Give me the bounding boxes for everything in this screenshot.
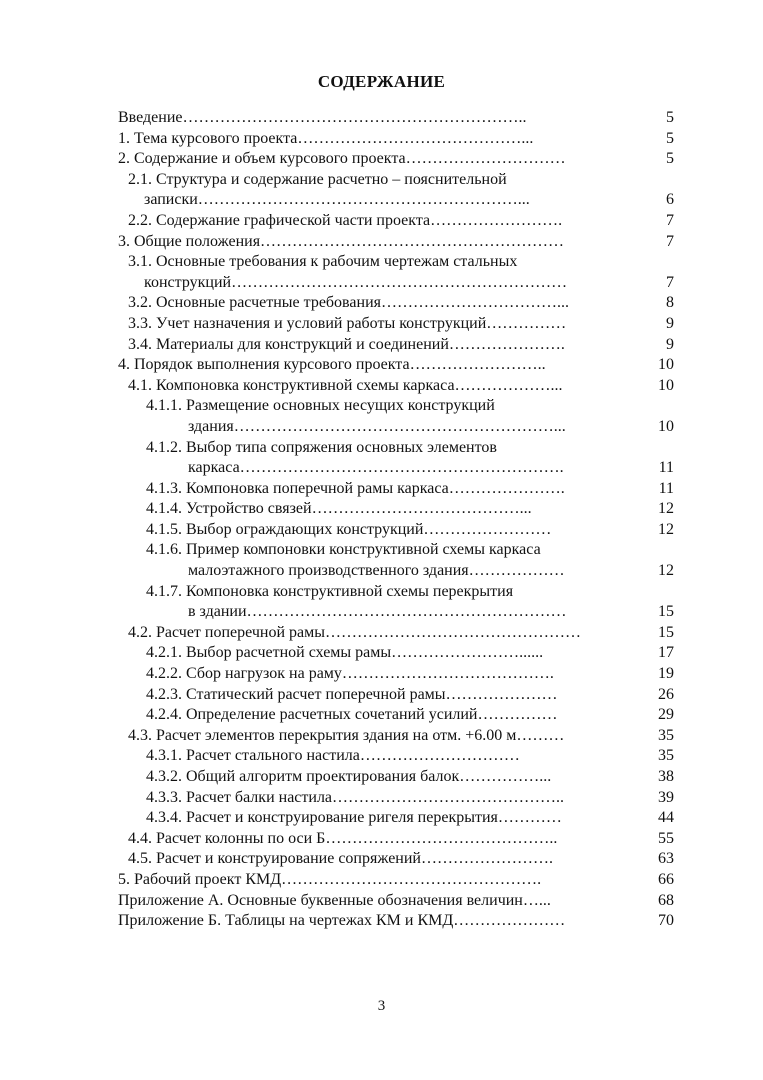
toc-entry[interactable] (118, 170, 678, 191)
toc-entry[interactable] (118, 376, 678, 397)
toc-entry-page: 26 (658, 685, 674, 703)
toc-entry-page: 10 (658, 376, 674, 394)
toc-entry-page: 70 (658, 912, 674, 930)
toc-entry-title: 4.1.2. Выбор типа сопряжения основных элементов (146, 438, 497, 456)
toc-entry-title: 3.3. Учет назначения и условий работы конструкций…………… (128, 314, 567, 332)
toc-entry[interactable] (118, 726, 678, 747)
toc-entry[interactable] (118, 479, 678, 500)
toc-entry-title: 4.1.6. Пример компоновки конструктивной схемы каркаса (146, 541, 541, 559)
toc-entry-page: 10 (658, 417, 674, 435)
toc-entry-page: 7 (666, 211, 674, 229)
toc-entry-page: 15 (658, 603, 674, 621)
toc-entry[interactable] (118, 108, 678, 129)
toc-entry-title: 2.2. Содержание графической части проекта……………………. (128, 211, 563, 229)
toc-entry[interactable] (118, 396, 678, 417)
toc-entry-title: 4.2.4. Определение расчетных сочетаний усилий…………… (146, 706, 558, 724)
toc-entry[interactable] (118, 190, 678, 211)
toc-entry-title: 4.3.3. Расчет балки настила…………………………………….. (146, 788, 565, 806)
page-title: СОДЕРЖАНИЕ (317, 72, 446, 91)
toc-entry-page: 17 (658, 644, 674, 662)
toc-entry-title: 4.5. Расчет и конструирование сопряжений……………………. (128, 850, 553, 868)
toc-entry[interactable] (118, 540, 678, 561)
toc-entry-title: 4.2.1. Выбор расчетной схемы рамы……………………...... (146, 644, 544, 662)
toc-entry[interactable] (118, 232, 678, 253)
toc-entry[interactable] (118, 458, 678, 479)
toc-entry-page: 11 (658, 479, 674, 497)
toc-entry-page: 29 (658, 706, 674, 724)
toc-entry-title: 2. Содержание и объем курсового проекта………………………… (118, 150, 566, 168)
toc-entry[interactable] (118, 602, 678, 623)
toc-entry-title: 4.3.1. Расчет стального настила………………………… (146, 747, 520, 765)
toc-entry-page: 15 (658, 623, 674, 641)
toc-entry[interactable] (118, 335, 678, 356)
toc-entry-page: 44 (658, 809, 674, 827)
toc-entry-title: 4.1.1. Размещение основных несущих конструкций (146, 397, 495, 415)
toc-entry[interactable] (118, 891, 678, 912)
toc-entry-page: 68 (658, 891, 674, 909)
toc-entry-title: записки……………………………………………………... (144, 191, 530, 209)
toc-entry-title: 4. Порядок выполнения курсового проекта…………………….. (118, 356, 546, 374)
toc-entry-page: 7 (666, 273, 674, 291)
toc-entry[interactable] (118, 273, 678, 294)
toc-entry-title: 5. Рабочий проект КМД…………………………………………. (118, 870, 542, 888)
toc-entry[interactable] (118, 561, 678, 582)
toc-entry[interactable] (118, 705, 678, 726)
toc-entry-page: 55 (658, 829, 674, 847)
toc-entry-page: 35 (658, 726, 674, 744)
toc-entry-page: 7 (666, 232, 674, 250)
toc-entry-page: 8 (666, 294, 674, 312)
toc-entry[interactable] (118, 767, 678, 788)
toc-entry-page: 12 (658, 520, 674, 538)
toc-entry-title: 3.1. Основные требования к рабочим чертежам стальных (128, 253, 518, 271)
toc-entry-title: 4.1.3. Компоновка поперечной рамы каркаса…………………. (146, 479, 565, 497)
toc-entry[interactable] (118, 417, 678, 438)
toc-entry-title: конструкций……………………………………………………… (144, 273, 568, 291)
toc-entry-page: 11 (658, 459, 674, 477)
toc-entry-title: 4.3.2. Общий алгоритм проектирования балок……………... (146, 768, 552, 785)
toc-entry[interactable] (118, 623, 678, 644)
toc-entry-title: Введение……………………………………………………….. (118, 109, 527, 126)
toc-entry-page: 39 (658, 788, 674, 806)
toc-entry[interactable] (118, 149, 678, 170)
toc-entry[interactable] (118, 808, 678, 829)
toc-entry-page: 6 (666, 191, 674, 209)
toc-entry[interactable] (118, 911, 678, 932)
table-of-contents (118, 108, 678, 932)
toc-entry-title: 4.1. Компоновка конструктивной схемы каркаса………………... (128, 376, 563, 394)
toc-entry-page: 19 (658, 665, 674, 683)
toc-entry-title: 4.3.4. Расчет и конструирование ригеля перекрытия………… (146, 809, 562, 827)
toc-entry[interactable] (118, 788, 678, 809)
toc-entry-title: 1. Тема курсового проекта……………………………………... (118, 129, 534, 147)
toc-entry[interactable] (118, 849, 678, 870)
toc-entry-title: 4.2.3. Статический расчет поперечной рамы………………… (146, 685, 558, 703)
toc-entry[interactable] (118, 664, 678, 685)
toc-entry[interactable] (118, 293, 678, 314)
toc-entry[interactable] (118, 129, 678, 150)
toc-entry-page: 10 (658, 356, 674, 374)
toc-entry[interactable] (118, 499, 678, 520)
toc-entry-title: каркаса……………………………………………………. (188, 459, 564, 477)
page-number: 3 (377, 998, 386, 1014)
toc-entry-page: 5 (666, 129, 674, 147)
toc-entry[interactable] (118, 520, 678, 541)
toc-entry[interactable] (118, 746, 678, 767)
toc-entry[interactable] (118, 438, 678, 459)
toc-entry-page: 5 (666, 150, 674, 168)
toc-entry[interactable] (118, 582, 678, 603)
toc-entry-title: 4.4. Расчет колонны по оси Б…………………………………….. (128, 829, 558, 847)
toc-entry-title: 4.1.7. Компоновка конструктивной схемы перекрытия (146, 582, 514, 600)
toc-entry-title: 4.2. Расчет поперечной рамы………………………………………… (128, 623, 581, 641)
toc-entry[interactable] (118, 829, 678, 850)
toc-entry-title: 3. Общие положения………………………………………………… (118, 232, 565, 250)
toc-entry-title: 4.1.4. Устройство связей…………………………………... (146, 500, 532, 518)
toc-entry-title: Приложение Б. Таблицы на чертежах КМ и КМД………………… (118, 912, 566, 930)
toc-entry[interactable] (118, 314, 678, 335)
toc-entry-title: в здании…………………………………………………… (188, 603, 567, 621)
toc-entry[interactable] (118, 870, 678, 891)
toc-entry[interactable] (118, 355, 678, 376)
toc-entry-title: 3.4. Материалы для конструкций и соединений…………………. (128, 335, 565, 353)
toc-entry[interactable] (118, 685, 678, 706)
toc-entry-page: 63 (658, 850, 674, 868)
toc-entry-title: Приложение А. Основные буквенные обозначения величин…... (118, 891, 551, 909)
toc-entry-title: 4.3. Расчет элементов перекрытия здания на отм. +6.00 м……… (128, 726, 565, 744)
toc-entry-page: 66 (658, 870, 674, 888)
toc-entry-page: 9 (666, 335, 674, 353)
toc-entry-page: 35 (658, 747, 674, 765)
toc-entry-page: 12 (658, 500, 674, 518)
toc-entry-title: малоэтажного производственного здания……………… (188, 562, 565, 580)
toc-entry-page: 5 (666, 109, 674, 126)
toc-entry-title: 4.2.2. Сбор нагрузок на раму…………………………………. (146, 665, 554, 683)
toc-entry-page: 12 (658, 562, 674, 580)
toc-entry-page: 9 (666, 314, 674, 332)
toc-entry[interactable] (118, 643, 678, 664)
toc-entry-title: 3.2. Основные расчетные требования……………………………... (128, 294, 569, 312)
toc-entry-title: здания……………………………………………………... (188, 417, 566, 435)
toc-entry[interactable] (118, 211, 678, 232)
toc-entry-title: 4.1.5. Выбор ограждающих конструкций…………………… (146, 520, 552, 538)
toc-entry-title: 2.1. Структура и содержание расчетно – пояснительной (128, 170, 507, 188)
toc-entry[interactable] (118, 252, 678, 273)
toc-entry-page: 38 (658, 768, 674, 785)
